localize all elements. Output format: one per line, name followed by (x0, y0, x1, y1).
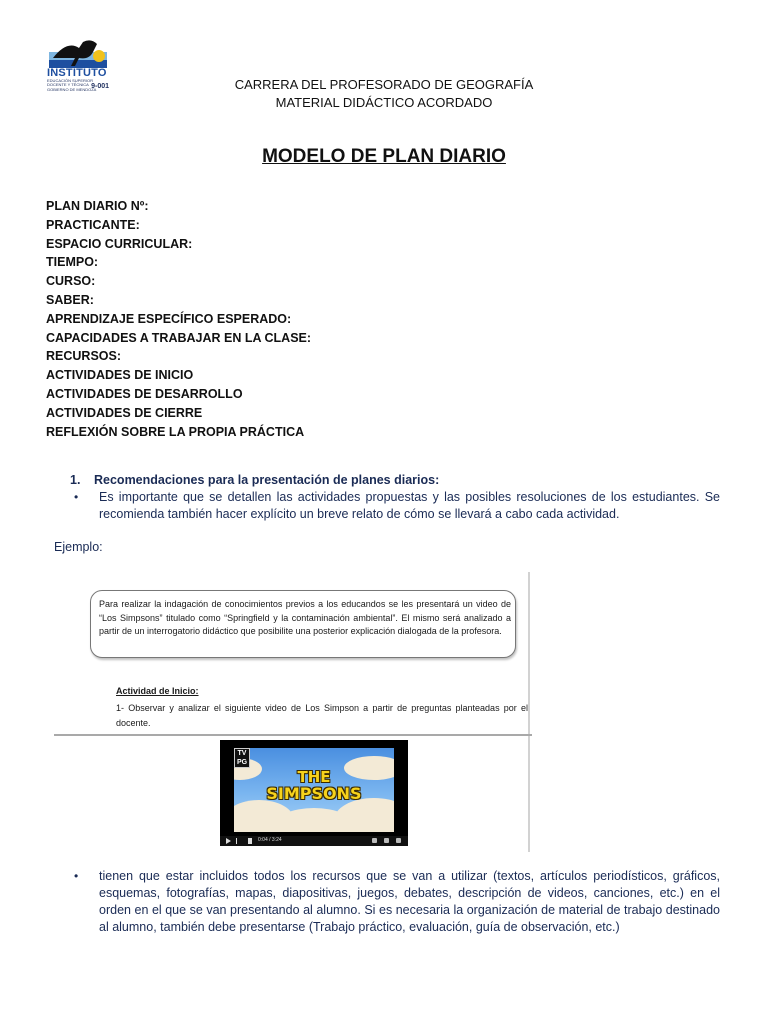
field-reflexion: REFLEXIÓN SOBRE LA PROPIA PRÁCTICA (46, 424, 305, 439)
logo-emblem-icon (49, 38, 107, 68)
example-screenshot (54, 572, 532, 854)
field-capacidades: CAPACIDADES A TRABAJAR EN LA CLASE: (46, 330, 312, 345)
tv-rating-badge (234, 748, 250, 768)
document-title: MODELO DE PLAN DIARIO (262, 146, 506, 167)
video-time: 0:04 / 3:24 (258, 837, 282, 843)
field-aprendizaje: APRENDIZAJE ESPECÍFICO ESPERADO: (46, 311, 292, 326)
activity-text: 1- Observar y analizar el siguiente video de Los Simpson a partir de preguntas planteadas por el docente. (116, 703, 528, 728)
divider (528, 572, 530, 852)
logo-code: 9-001 (91, 83, 109, 90)
field-saber: SABER: (46, 292, 94, 307)
header-career: CARRERA DEL PROFESORADO DE GEOGRAFÍA (234, 77, 534, 92)
video-controls (220, 836, 408, 846)
activity-title: Actividad de Inicio: (116, 686, 199, 696)
logo-subtitle: EDUCACIÓN SUPERIOR DOCENTE Y TÉCNICA GOBIERNO DE MENDOZA (47, 78, 97, 92)
play-icon[interactable] (226, 838, 231, 844)
field-plan-number: PLAN DIARIO Nº: (46, 199, 149, 213)
rating-bottom: PG (236, 759, 248, 766)
logo-name: INSTITUTO (47, 67, 107, 79)
header-material: MATERIAL DIDÁCTICO ACORDADO (275, 95, 493, 110)
fullscreen-icon[interactable] (396, 838, 401, 843)
plan-fields (46, 197, 311, 441)
bullet-icon: • (74, 869, 79, 883)
field-actividades-inicio: ACTIVIDADES DE INICIO (46, 368, 194, 383)
example-label: Ejemplo: (54, 540, 103, 554)
example-callout: Para realizar la indagación de conocimientos previos a los educandos se les presentará un video de “Los Simpsons” titulado como “Springfield y la contaminación ambiental”. El mismo será analizado a partir de un interrogatorio didáctico que posibilite una posterior explicación dialogada de la profesora. (90, 590, 516, 658)
bullet-icon: • (74, 490, 79, 504)
simpsons-logo-the: THE (297, 768, 331, 786)
field-curso: CURSO: (46, 274, 96, 289)
field-tiempo: TIEMPO: (46, 255, 99, 270)
video-frame[interactable] (234, 748, 394, 832)
settings-icon[interactable] (372, 838, 377, 843)
field-espacio-curricular: ESPACIO CURRICULAR: (46, 236, 193, 251)
recommendations-heading (70, 473, 439, 487)
heading-number: 1. (70, 473, 81, 487)
field-recursos: RECURSOS: (46, 349, 122, 364)
simpsons-logo-name: SIMPSONS (266, 784, 362, 803)
heading-text: Recomendaciones para la presentación de planes diarios: (94, 473, 440, 487)
recommendation-paragraph-2: tienen que estar incluidos todos los recursos que se van a utilizar (textos, artículos periodísticos, gráficos, esquemas, fotografías, mapas, diapositivas, juegos, debates, descripción de videos, canciones, etc.) en el orden en el que se van presentando al alumno. Si es necesaria la organización de material de trabajo destinado al alumno, también debe presentarse (Trabajo práctico, evaluación, guía de observación, etc.) (99, 869, 720, 934)
video-player[interactable] (220, 740, 408, 846)
field-actividades-desarrollo: ACTIVIDADES DE DESARROLLO (46, 386, 243, 401)
field-practicante: PRACTICANTE: (46, 217, 140, 232)
next-icon[interactable] (236, 838, 242, 844)
volume-icon[interactable] (248, 838, 252, 844)
divider (54, 734, 532, 736)
rating-top: TV (237, 750, 247, 757)
youtube-icon[interactable] (384, 838, 389, 843)
field-actividades-cierre: ACTIVIDADES DE CIERRE (46, 405, 203, 420)
recommendation-paragraph-1: Es importante que se detallen las actividades propuestas y las posibles resoluciones de los estudiantes. Se recomienda también hacer explícito un breve relato de cómo se llevará a cabo cada actividad. (99, 490, 720, 521)
